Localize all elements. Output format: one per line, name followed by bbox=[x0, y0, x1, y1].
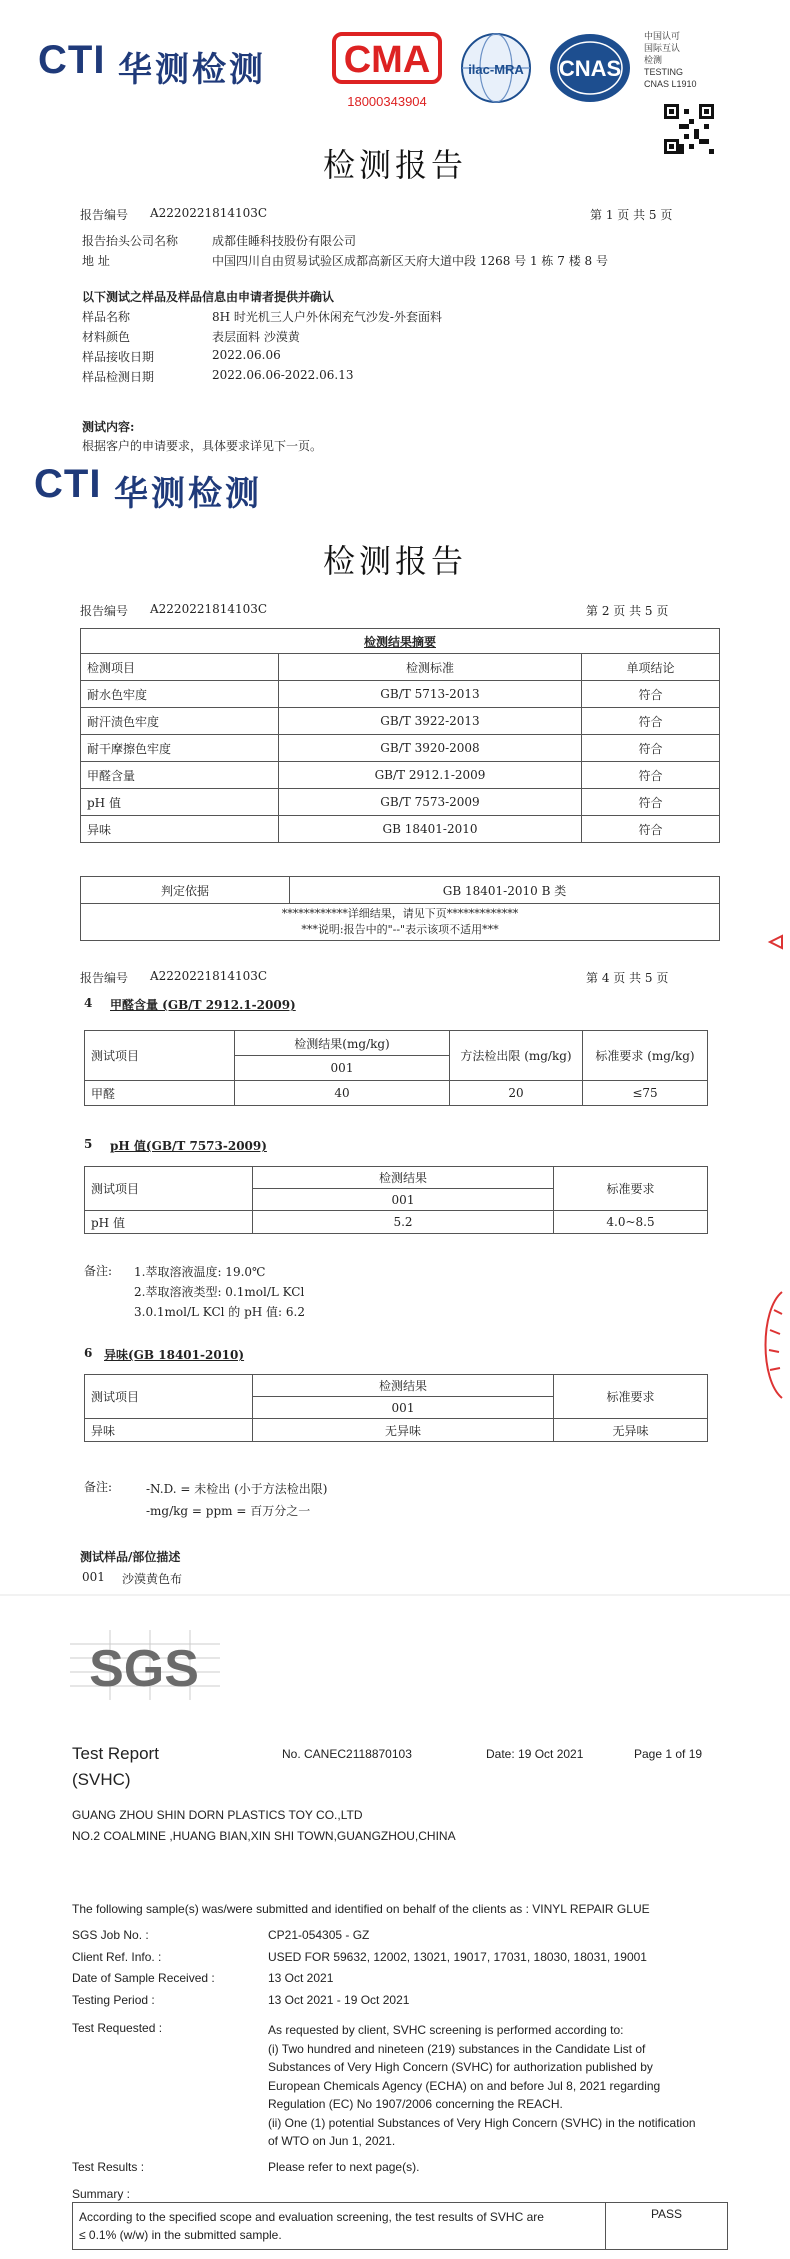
cell: 无异味 bbox=[253, 1419, 554, 1442]
sgs-logo-icon bbox=[70, 1630, 220, 1700]
ph-table bbox=[84, 1166, 708, 1234]
page-title: 检测报告 bbox=[322, 542, 467, 580]
report-date: Date: 19 Oct 2021 bbox=[486, 1747, 584, 1761]
cnas-label: CNAS bbox=[558, 56, 622, 81]
summary-header: 单项结论 bbox=[582, 654, 720, 681]
remark-label: 备注: bbox=[84, 1264, 113, 1278]
summary-cell: 符合 bbox=[582, 708, 720, 735]
cti-logo: CTI bbox=[34, 462, 102, 506]
content-value: 根据客户的申请要求，具体要求详见下一页。 bbox=[82, 439, 323, 453]
received-label: 样品接收日期 bbox=[82, 350, 155, 364]
cnas-icon bbox=[548, 30, 632, 106]
report-subtitle: (SVHC) bbox=[72, 1770, 131, 1789]
remark-item: 2.萃取溶液类型: 0.1mol/L KCl bbox=[134, 1285, 305, 1299]
table-row bbox=[81, 681, 720, 708]
cma-mark bbox=[328, 30, 446, 110]
summary-cell: GB/T 5713-2013 bbox=[279, 681, 582, 708]
requested-text bbox=[268, 2021, 696, 2151]
summary-line: According to the specified scope and evaluation screening, the test results of SVHC are bbox=[79, 2210, 544, 2224]
field-values bbox=[268, 1925, 647, 2011]
cma-label: CMA bbox=[343, 39, 431, 81]
report-no-label: 报告编号 bbox=[80, 208, 129, 222]
note-explain: ***说明:报告中的"--"表示该项不适用*** bbox=[301, 923, 499, 936]
col-header: 标准要求 (mg/kg) bbox=[583, 1031, 708, 1081]
ilac-globe-icon bbox=[458, 30, 534, 106]
cti-cn-logo: 华测检测 bbox=[118, 50, 266, 90]
company-value: 成都佳睡科技股份有限公司 bbox=[212, 234, 357, 248]
section-title: pH 值(GB/T 7573-2009) bbox=[110, 1139, 267, 1153]
cnas-info-line: 国际互认 bbox=[644, 43, 681, 53]
report-no-label: 报告编号 bbox=[80, 604, 129, 618]
desc-no: 001 bbox=[82, 1570, 105, 1584]
summary-cell: 异味 bbox=[81, 816, 279, 843]
results-value: Please refer to next page(s). bbox=[268, 2160, 420, 2174]
report-no: A2220221814103C bbox=[150, 206, 268, 220]
sample-name-value: 8H 时光机三人户外休闲充气沙发-外套面料 bbox=[212, 310, 442, 324]
table-row bbox=[81, 816, 720, 843]
summary-cell: 符合 bbox=[582, 681, 720, 708]
page-indicator: 第 4 页 共 5 页 bbox=[586, 971, 669, 985]
sample-name-label: 样品名称 bbox=[82, 310, 131, 324]
table-row bbox=[85, 1211, 708, 1234]
col-header: 标准要求 bbox=[554, 1375, 708, 1419]
col-header: 测试项目 bbox=[85, 1375, 253, 1419]
col-header: 方法检出限 (mg/kg) bbox=[450, 1031, 583, 1081]
cell: 5.2 bbox=[253, 1211, 554, 1234]
page-indicator: 第 1 页 共 5 页 bbox=[590, 208, 673, 222]
results-label: Test Results : bbox=[72, 2160, 145, 2174]
summary-box bbox=[72, 2202, 728, 2250]
requested-line: (i) Two hundred and nineteen (219) substances in the Candidate List of bbox=[268, 2041, 646, 2056]
summary-result: PASS bbox=[606, 2203, 728, 2250]
summary-cell: GB/T 3922-2013 bbox=[279, 708, 582, 735]
report-no: A2220221814103C bbox=[150, 602, 268, 616]
cell: 20 bbox=[450, 1081, 583, 1106]
summary-cell: 符合 bbox=[582, 816, 720, 843]
client-name: GUANG ZHOU SHIN DORN PLASTICS TOY CO.,LTD bbox=[72, 1808, 363, 1822]
stamp-fragment bbox=[752, 1290, 790, 1404]
page-indicator: 第 2 页 共 5 页 bbox=[586, 604, 669, 618]
requested-line: of WTO on Jun 1, 2021. bbox=[268, 2134, 396, 2148]
page-indicator: Page 1 of 19 bbox=[634, 1747, 703, 1761]
material-label: 材料颜色 bbox=[82, 330, 131, 344]
summary-cell: GB 18401-2010 bbox=[279, 816, 582, 843]
report-no: No. CANEC2118870103 bbox=[282, 1747, 412, 1761]
remark-item: 1.萃取溶液温度: 19.0℃ bbox=[134, 1265, 266, 1279]
summary-cell: GB/T 7573-2009 bbox=[279, 789, 582, 816]
table-row bbox=[85, 1419, 708, 1442]
summary-cell: GB/T 3920-2008 bbox=[279, 735, 582, 762]
remark-item: 3.0.1mol/L KCl 的 pH 值: 6.2 bbox=[134, 1305, 305, 1319]
cnas-info bbox=[644, 30, 697, 90]
basis-value: GB 18401-2010 B 类 bbox=[290, 877, 720, 904]
section-title: 甲醛含量 (GB/T 2912.1-2009) bbox=[110, 998, 296, 1012]
section-number: 4 bbox=[84, 996, 93, 1010]
remark-label: 备注: bbox=[84, 1480, 113, 1494]
field-value: USED FOR 59632, 12002, 13021, 19017, 17031, 18030, 18031, 19001 bbox=[268, 1949, 647, 1964]
summary-title: 检测结果摘要 bbox=[81, 629, 720, 654]
odor-table bbox=[84, 1374, 708, 1442]
requested-line: (ii) One (1) potential Substances of Very High Concern (SVHC) in the notification bbox=[268, 2115, 696, 2130]
table-row bbox=[81, 735, 720, 762]
field-value: CP21-054305 - GZ bbox=[268, 1928, 370, 1942]
requested-label: Test Requested : bbox=[72, 2021, 163, 2035]
cell: 甲醛 bbox=[85, 1081, 235, 1106]
summary-cell: 耐汗渍色牢度 bbox=[81, 708, 279, 735]
col-header: 检测结果(mg/kg) bbox=[235, 1031, 450, 1056]
desc-value: 沙漠黄色布 bbox=[122, 1572, 183, 1586]
field-label: Testing Period : bbox=[72, 1992, 155, 2007]
page-title: 检测报告 bbox=[322, 146, 467, 184]
field-label: Date of Sample Received : bbox=[72, 1971, 215, 1985]
col-header: 标准要求 bbox=[554, 1167, 708, 1211]
summary-line: ≤ 0.1% (w/w) in the submitted sample. bbox=[79, 2228, 282, 2242]
field-labels bbox=[72, 1925, 215, 2011]
report-no: A2220221814103C bbox=[150, 969, 268, 983]
formaldehyde-table bbox=[84, 1030, 708, 1106]
report-title: Test Report bbox=[72, 1744, 159, 1763]
section-note: 以下测试之样品及样品信息由申请者提供并确认 bbox=[82, 290, 335, 304]
page-divider bbox=[0, 1594, 790, 1596]
summary-cell: 符合 bbox=[582, 735, 720, 762]
table-row bbox=[85, 1081, 708, 1106]
intro-text: The following sample(s) was/were submitted and identified on behalf of the clients as : VINYL REPAIR GLUE bbox=[72, 1902, 650, 1916]
field-value: 13 Oct 2021 - 19 Oct 2021 bbox=[268, 1992, 410, 2007]
client-address: NO.2 COALMINE ,HUANG BIAN,XIN SHI TOWN,GUANGZHOU,CHINA bbox=[72, 1829, 456, 1843]
field-label: SGS Job No. : bbox=[72, 1928, 149, 1942]
cell: 异味 bbox=[85, 1419, 253, 1442]
report-no-label: 报告编号 bbox=[80, 971, 129, 985]
cti-cn-logo: 华测检测 bbox=[114, 474, 262, 514]
cma-icon bbox=[328, 30, 446, 86]
sample-id: 001 bbox=[253, 1189, 554, 1211]
col-header: 检测结果 bbox=[253, 1375, 554, 1397]
summary-table bbox=[80, 628, 720, 843]
summary-cell: 甲醛含量 bbox=[81, 762, 279, 789]
requested-line: European Chemicals Agency (ECHA) on and before Jul 8, 2021 regarding bbox=[268, 2078, 661, 2093]
cma-number: 18000343904 bbox=[347, 94, 427, 109]
remark-list bbox=[146, 1478, 327, 1522]
basis-notes bbox=[81, 904, 720, 941]
ilac-mark bbox=[458, 30, 534, 106]
summary-cell: pH 值 bbox=[81, 789, 279, 816]
address-label: 地 址 bbox=[82, 254, 110, 268]
stamp-fragment bbox=[762, 932, 786, 952]
requested-line: Regulation (EC) No 1907/2006 concerning the REACH. bbox=[268, 2097, 563, 2111]
address-value: 中国四川自由贸易试验区成都高新区天府大道中段 1268 号 1 栋 7 楼 8 号 bbox=[212, 254, 608, 268]
col-header: 检测结果 bbox=[253, 1167, 554, 1189]
summary-label: Summary : bbox=[72, 2187, 131, 2201]
cnas-info-line: 检测 bbox=[644, 55, 663, 65]
remark-list bbox=[134, 1262, 305, 1322]
remark-item: -N.D. = 未检出 (小于方法检出限) bbox=[146, 1482, 328, 1496]
section-title: 异味(GB 18401-2010) bbox=[104, 1348, 245, 1362]
sample-id: 001 bbox=[253, 1397, 554, 1419]
summary-header: 检测标准 bbox=[279, 654, 582, 681]
requested-line: Substances of Very High Concern (SVHC) for authorization published by bbox=[268, 2060, 653, 2074]
requested-line: As requested by client, SVHC screening is performed according to: bbox=[268, 2023, 624, 2037]
table-row bbox=[81, 762, 720, 789]
summary-cell: GB/T 2912.1-2009 bbox=[279, 762, 582, 789]
sgs-logo-text: SGS bbox=[89, 1640, 199, 1698]
test-period-label: 样品检测日期 bbox=[82, 370, 155, 384]
basis-label: 判定依据 bbox=[81, 877, 290, 904]
cell: pH 值 bbox=[85, 1211, 253, 1234]
received-value: 2022.06.06 bbox=[212, 348, 281, 362]
ilac-label: ilac-MRA bbox=[468, 62, 524, 77]
material-value: 表层面料 沙漠黄 bbox=[212, 330, 300, 344]
stamp-icon bbox=[752, 1290, 790, 1400]
content-label: 测试内容: bbox=[82, 420, 135, 434]
table-row bbox=[81, 708, 720, 735]
summary-text bbox=[73, 2203, 606, 2250]
col-header: 测试项目 bbox=[85, 1031, 235, 1081]
sgs-logo bbox=[70, 1630, 220, 1700]
cnas-info-line: CNAS L1910 bbox=[644, 79, 697, 89]
summary-cell: 耐水色牢度 bbox=[81, 681, 279, 708]
cell: ≤75 bbox=[583, 1081, 708, 1106]
field-value: 13 Oct 2021 bbox=[268, 1971, 334, 1985]
section-number: 5 bbox=[84, 1137, 93, 1151]
cnas-info-line: TESTING bbox=[644, 67, 684, 77]
summary-cell: 符合 bbox=[582, 789, 720, 816]
cnas-mark bbox=[548, 30, 632, 106]
cnas-info-line: 中国认可 bbox=[644, 31, 681, 41]
summary-header: 检测项目 bbox=[81, 654, 279, 681]
field-label: Client Ref. Info. : bbox=[72, 1949, 162, 1964]
section-number: 6 bbox=[84, 1346, 93, 1360]
table-row bbox=[81, 789, 720, 816]
test-period-value: 2022.06.06-2022.06.13 bbox=[212, 368, 354, 382]
desc-label: 测试样品/部位描述 bbox=[80, 1550, 181, 1564]
summary-cell: 耐干摩擦色牢度 bbox=[81, 735, 279, 762]
note-detail: ************详细结果，请见下页************* bbox=[281, 907, 519, 920]
cell: 无异味 bbox=[554, 1419, 708, 1442]
summary-cell: 符合 bbox=[582, 762, 720, 789]
company-label: 报告抬头公司名称 bbox=[82, 234, 179, 248]
sample-id: 001 bbox=[235, 1056, 450, 1081]
basis-table bbox=[80, 876, 720, 941]
stamp-icon bbox=[766, 932, 786, 952]
col-header: 测试项目 bbox=[85, 1167, 253, 1211]
cell: 4.0~8.5 bbox=[554, 1211, 708, 1234]
cell: 40 bbox=[235, 1081, 450, 1106]
remark-item: -mg/kg = ppm = 百万分之一 bbox=[146, 1504, 311, 1518]
cti-logo: CTI bbox=[38, 38, 106, 82]
